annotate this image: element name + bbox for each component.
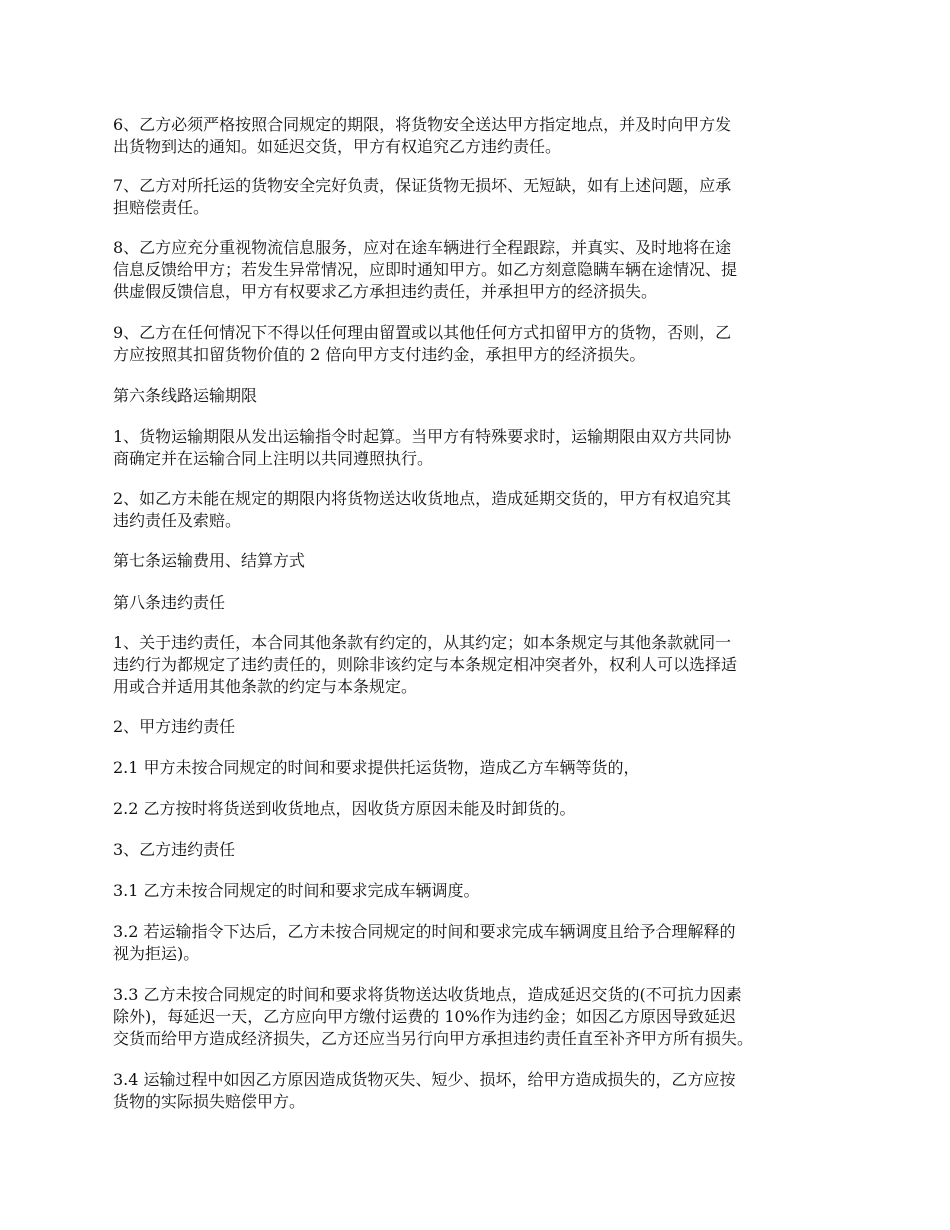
clause-paragraph: 7、乙方对所托运的货物安全完好负责，保证货物无损坏、无短缺，如有上述问题，应承 担赔偿责任。: [113, 176, 732, 217]
clause-paragraph: 2.2 乙方按时将货送到收货地点，因收货方原因未能及时卸货的。: [113, 799, 576, 818]
clause-paragraph: 3.4 运输过程中如因乙方原因造成货物灭失、短少、损坏，给甲方造成损失的，乙方应按 货物的实际损失赔偿甲方。: [113, 1070, 736, 1111]
section-heading: 第六条线路运输期限: [113, 386, 258, 405]
clause-paragraph: 8、乙方应充分重视物流信息服务，应对在途车辆进行全程跟踪，并真实、及时地将在途 信息反馈给甲方；若发生异常情况，应即时通知甲方。如乙方刻意隐瞒车辆在途情况、提 供虚假反馈信息，甲方有权要求乙方承担违约责任，并承担甲方的经济损失。: [113, 238, 738, 301]
clause-paragraph: 2.1 甲方未按合同规定的时间和要求提供托运货物，造成乙方车辆等货的，: [113, 758, 640, 777]
section-heading: 第八条违约责任: [113, 593, 226, 612]
clause-paragraph: 3.3 乙方未按合同规定的时间和要求将货物送达收货地点，造成延迟交货的(不可抗力因素 除外)，每延迟一天，乙方应向甲方缴付运费的 10%作为违约金；如因乙方原因导致延迟 交货而给甲方造成经济损失，乙方还应当另行向甲方承担违约责任直至补齐甲方所有损失。: [113, 985, 754, 1048]
subsection-heading: 2、甲方违约责任: [113, 717, 236, 736]
subsection-heading: 3、乙方违约责任: [113, 840, 236, 859]
clause-paragraph: 1、货物运输期限从发出运输指令时起算。当甲方有特殊要求时，运输期限由双方共同协 商确定并在运输合同上注明以共同遵照执行。: [113, 427, 732, 468]
clause-paragraph: 3.2 若运输指令下达后，乙方未按合同规定的时间和要求完成车辆调度且给予合理解释的 视为拒运)。: [113, 922, 736, 963]
clause-paragraph: 6、乙方必须严格按照合同规定的期限，将货物安全送达甲方指定地点，并及时向甲方发 出货物到达的通知。如延迟交货，甲方有权追究乙方违约责任。: [113, 115, 732, 156]
clause-paragraph: 9、乙方在任何情况下不得以任何理由留置或以其他任何方式扣留甲方的货物，否则，乙 方应按照其扣留货物价值的 2 倍向甲方支付违约金，承担甲方的经济损失。: [113, 323, 732, 364]
clause-paragraph: 3.1 乙方未按合同规定的时间和要求完成车辆调度。: [113, 881, 480, 900]
clause-paragraph: 1、关于违约责任，本合同其他条款有约定的，从其约定；如本条规定与其他条款就同一 违约行为都规定了违约责任的，则除非该约定与本条规定相冲突者外，权利人可以选择适 用或合并适用其他条款的约定与本条规定。: [113, 633, 738, 696]
section-heading: 第七条运输费用、结算方式: [113, 551, 306, 570]
clause-paragraph: 2、如乙方未能在规定的期限内将货物送达收货地点，造成延期交货的，甲方有权追究其 违约责任及索赔。: [113, 489, 732, 530]
